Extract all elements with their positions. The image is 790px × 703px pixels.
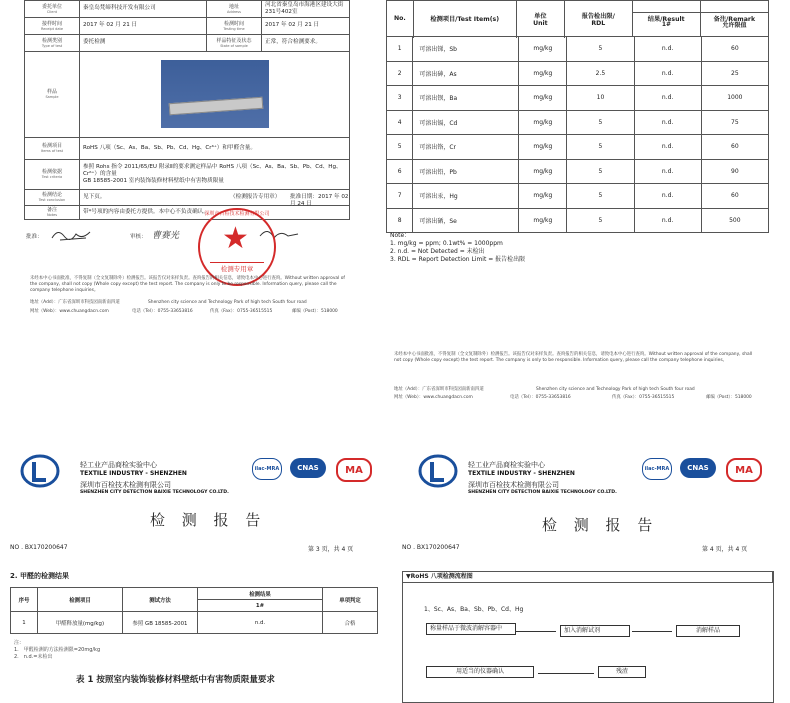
note-3-1: 1. 甲醛检测的方法检测限=20mg/kg — [14, 646, 101, 653]
flowchart-frame — [402, 571, 774, 703]
sample-label: 样品 — [46, 89, 57, 96]
cell-unit: mg/kg — [519, 159, 567, 184]
review-label: 审核： — [130, 234, 147, 240]
remark-label-en: Notes — [46, 213, 58, 218]
cell-result: n.d. — [634, 61, 701, 86]
cell-rdl: 5 — [567, 159, 634, 184]
cell-rdl: 5 — [567, 184, 634, 209]
note-3-2: 2. n.d.=未检出 — [14, 653, 53, 660]
report-page-2 — [390, 0, 790, 405]
cell-result: n.d. — [634, 135, 701, 160]
approver-signature — [50, 226, 98, 244]
col-remark: 备注/Remark — [700, 1, 768, 37]
fax-footer-2: 传真（Fax）：0755-36515515 — [612, 395, 675, 400]
cell-result: n.d. — [634, 184, 701, 209]
approve-label: 批准： — [26, 234, 43, 240]
testing-time-value: 2017 年 02 月 21 日 — [262, 17, 350, 34]
report-page-3 — [0, 440, 392, 687]
cell-limit: 75 — [701, 110, 768, 135]
page-indicator: 第 3 页，共 4 页 — [308, 546, 354, 553]
row-result: n.d. — [198, 612, 323, 634]
col-result-sub: 1# — [632, 13, 700, 37]
address-label-en: Address — [227, 9, 241, 14]
items-value: RoHS 八项（Sc、As、Ba、Sb、Pb、Cd、Hg、Cr⁶⁺）和甲醛含量。 — [80, 137, 350, 159]
fax-footer: 传真（Fax）：0755-36515515 — [210, 309, 273, 314]
section-title: 2. 甲醛的检测结果 — [10, 572, 69, 580]
col-no: No. — [387, 1, 414, 37]
sample-photo — [161, 60, 269, 128]
seal-caption: 检测专用章 — [210, 262, 264, 273]
table-row — [387, 159, 769, 184]
row-verdict: 合格 — [323, 612, 378, 634]
page-indicator-2: 第 4 页，共 4 页 — [702, 546, 748, 553]
table-row — [387, 184, 769, 209]
cell-no: 8 — [387, 208, 413, 233]
cell-no: 4 — [387, 110, 413, 135]
table-caption: 表 1 按照室内装饰装修材料壁纸中有害物质限量要求 — [76, 675, 275, 685]
table-row — [11, 612, 378, 634]
client-label: 委托单位 — [41, 3, 62, 10]
cell-rdl: 10 — [567, 86, 634, 111]
table-row — [387, 86, 769, 111]
cell-item: 可溶出砷，As — [413, 61, 519, 86]
note-1: 1. mg/kg = ppm; 0.1wt% = 1000ppm — [390, 240, 503, 248]
ilac-mra-badge-2: ilac-MRA — [642, 458, 672, 480]
cell-unit: mg/kg — [519, 61, 567, 86]
cell-limit: 60 — [701, 135, 768, 160]
cell-limit: 90 — [701, 159, 768, 184]
sample-info-table — [24, 0, 350, 220]
cnas-badge-2: CNAS — [680, 458, 716, 478]
seal-ring-text: 深圳市百检技术检测有限公司 — [204, 211, 270, 217]
row-item: 甲醛释放量(mg/kg) — [38, 612, 123, 634]
testing-time-label-en: Testing time — [223, 26, 245, 31]
col-result: 结果/Result — [632, 1, 700, 37]
cell-no: 1 — [387, 37, 413, 62]
col-test-result-sub: 1# — [198, 600, 323, 612]
row-no: 1 — [11, 612, 38, 634]
cell-limit: 25 — [701, 61, 768, 86]
flow-step-confirm: 用适当的仪器确认 — [426, 666, 534, 678]
company-name-cn-2: 深圳市百检技术检测有限公司 — [468, 481, 559, 489]
company-name-en: SHENZHEN CITY DETECTION BAIXIE TECHNOLOGY CO.LTD. — [80, 490, 229, 495]
conclusion-label: 检测结论 — [41, 192, 62, 199]
table-row — [387, 135, 769, 160]
flow-step-weigh: 称量样品于微波消解容器中 — [426, 623, 516, 635]
testing-time-label: 检测时间 — [223, 20, 244, 27]
ilac-mra-badge: ilac-MRA — [252, 458, 282, 480]
cell-rdl: 5 — [567, 135, 634, 160]
flow-arrow-3 — [538, 673, 594, 674]
receipt-date-value: 2017 年 02 月 21 日 — [80, 17, 207, 34]
col-remark-sub: 允许限值 — [700, 13, 768, 37]
cell-result: n.d. — [634, 37, 701, 62]
col-item: 检测项目/Test Item(s) — [413, 1, 516, 37]
col-method: 测试方法 — [123, 588, 198, 612]
cell-item: 可溶出铬，Cr — [413, 135, 519, 160]
note-title-3: 注： — [14, 640, 25, 646]
remark-value: 带*号项的内容由委托方提供。本中心不负责确认。 — [80, 205, 350, 219]
rohs-results-body — [386, 36, 769, 233]
post-footer-2: 邮编（Post）：518000 — [706, 395, 752, 400]
sample-state-label: 样品特征及状态 — [216, 37, 252, 44]
official-seal — [198, 208, 276, 286]
receipt-date-label: 接样时间 — [41, 20, 62, 27]
cell-rdl: 5 — [567, 208, 634, 233]
ma-badge-2: MA — [726, 458, 762, 482]
col-seq: 序号 — [11, 588, 38, 612]
approval-date: 批准日期：2017 年 02 月 24 日 — [290, 193, 349, 207]
cell-result: n.d. — [634, 110, 701, 135]
company-logo-icon-2 — [418, 454, 458, 488]
col-rdl: 报告检出限/ — [581, 12, 615, 20]
test-type-value: 委托检测 — [80, 34, 207, 51]
table-row — [387, 61, 769, 86]
basis-value-2: GB 18585-2001 室内装饰装修材料壁纸中有害物质限量 — [83, 177, 224, 184]
cell-no: 5 — [387, 135, 413, 160]
table-row — [387, 37, 769, 62]
tel-footer: 电话（Tel）：0755-33653816 — [132, 309, 193, 314]
flow-step-residue: 残渣 — [598, 666, 646, 678]
formaldehyde-table — [10, 587, 378, 634]
items-label-en: Items of test — [40, 149, 64, 154]
flow-arrow-1 — [516, 631, 556, 632]
lab-name-cn: 轻工业产品商检实验中心 — [80, 461, 157, 469]
sample-label-en: Sample — [45, 95, 59, 100]
receipt-date-label-en: Receipt date — [40, 26, 64, 31]
cell-item: 可溶出锑，Sb — [413, 37, 519, 62]
cell-result: n.d. — [634, 208, 701, 233]
address-footer: 地址（Add）：广东省深圳市科技园南新南四道 — [30, 300, 120, 305]
report-number: NO . BX170200647 — [10, 544, 68, 551]
company-logo-icon — [20, 454, 60, 488]
cell-unit: mg/kg — [519, 184, 567, 209]
cell-result: n.d. — [634, 86, 701, 111]
remark-label: 备注 — [46, 206, 57, 213]
table-row — [387, 110, 769, 135]
cell-rdl: 5 — [567, 110, 634, 135]
cell-rdl: 5 — [567, 37, 634, 62]
cnas-badge: CNAS — [290, 458, 326, 478]
disclaimer-text-2: 未经本中心书面批准，不得复制（全文复制除外）检测报告。该报告仅对来样负责。查询报告的相关信息，请致电本中心进行查询。Without written approval of the company, shall not copy (Whole copy except) the test report. The company is only to be responsible. Information query, please call the company telephone inquiries。 — [394, 352, 753, 363]
cell-item: 可溶出汞，Hg — [413, 184, 519, 209]
lab-name-cn-2: 轻工业产品商检实验中心 — [468, 461, 545, 469]
report-title-2: 检 测 报 告 — [542, 516, 659, 534]
cell-limit: 500 — [701, 208, 768, 233]
flowchart-subtitle: 1、Sc、As、Ba、Sb、Pb、Cd、Hg — [424, 606, 524, 613]
cell-unit: mg/kg — [519, 208, 567, 233]
conclusion-value: 见下页。 — [83, 193, 106, 200]
row-method: 参照 GB 18585-2001 — [123, 612, 198, 634]
address-value: 河北省秦皇岛市海港区建设大街231号402室 — [262, 1, 350, 18]
lab-name-en: TEXTILE INDUSTRY - SHENZHEN — [80, 470, 187, 477]
address-footer-en-2: Shenzhen city science and Technology Park of high tech South four road — [536, 387, 695, 392]
report-number-2: NO . BX170200647 — [402, 544, 460, 551]
col-rdl-en: RDL — [591, 19, 606, 27]
col-unit: 单位 — [534, 12, 547, 20]
rohs-subheader — [386, 12, 769, 37]
conclusion-label-en: Test conclusion — [38, 198, 66, 203]
website-footer-2: 网址（Web）：www.chuangdacn.com — [394, 395, 473, 400]
reviewer-signature: 曹赛光 — [152, 231, 180, 241]
test-type-label: 检测类别 — [41, 37, 62, 44]
cell-item: 可溶出硒，Se — [413, 208, 519, 233]
sample-state-label-en: State of sample — [220, 43, 248, 48]
basis-label: 检测依据 — [41, 169, 62, 176]
cell-unit: mg/kg — [519, 135, 567, 160]
disclaimer-text: 未经本中心书面批准，不得复制（全文复制除外）检测报告。该报告仅对来样负责。查询报告的相关信息，请致电本中心进行查询。Without written approval of the company, shall not copy (Whole copy except) the test report. The company is only to be responsible. Information query, please call the company telephone inquiries。 — [30, 276, 345, 293]
cell-unit: mg/kg — [519, 110, 567, 135]
cell-limit: 60 — [701, 37, 768, 62]
note-3: 3. RDL = Report Detection Limit = 报告检出限 — [390, 256, 526, 264]
cell-no: 3 — [387, 86, 413, 111]
company-name-en-2: SHENZHEN CITY DETECTION BAIXIE TECHNOLOGY CO.LTD. — [468, 490, 617, 495]
address-footer-2: 地址（Add）：广东省深圳市科技园南新南四道 — [394, 387, 484, 392]
client-value: 秦皇岛梵缔科技开发有限公司 — [80, 1, 207, 18]
sample-strip — [168, 97, 263, 116]
lab-name-en-2: TEXTILE INDUSTRY - SHENZHEN — [468, 470, 575, 477]
col-test-item: 检测项目 — [38, 588, 123, 612]
flowchart-title: ▼RoHS 八项检测流程图 — [402, 571, 773, 583]
note-title: Note： — [390, 232, 411, 239]
cell-unit: mg/kg — [519, 37, 567, 62]
cell-item: 可溶出钡，Ba — [413, 86, 519, 111]
report-title: 检 测 报 告 — [150, 511, 267, 529]
company-name-cn: 深圳市百检技术检测有限公司 — [80, 481, 171, 489]
address-footer-en: Shenzhen city science and Technology Park of high tech South four road — [148, 300, 307, 305]
tel-footer-2: 电话（Tel）：0755-33653816 — [510, 395, 571, 400]
note-2: 2. n.d. = Not Detected = 未检出 — [390, 248, 485, 256]
cell-limit: 60 — [701, 184, 768, 209]
table-row — [387, 208, 769, 233]
flow-arrow-2 — [632, 631, 672, 632]
col-unit-en: Unit — [533, 19, 548, 27]
website-footer: 网址（Web）：www.chuangdacn.com — [30, 309, 109, 314]
report-page-1 — [0, 0, 392, 340]
cell-no: 6 — [387, 159, 413, 184]
flow-step-add-reagent: 加入消解试剂 — [560, 625, 630, 637]
client-label-en: Client — [46, 9, 58, 14]
cell-result: n.d. — [634, 159, 701, 184]
ma-badge: MA — [336, 458, 372, 482]
test-type-label-en: Type of test — [41, 43, 63, 48]
basis-value-1: 参照 Rohs 指令 2011/65/EU 附录Ⅱ的要求测定样品中 RoHS 八项（Sc、As、Ba、Sb、Pb、Cd、Hg、Cr⁶⁺）的含量 — [83, 163, 342, 177]
cell-no: 7 — [387, 184, 413, 209]
cell-rdl: 2.5 — [567, 61, 634, 86]
basis-label-en: Test criteria — [41, 175, 63, 180]
cell-item: 可溶出铅，Pb — [413, 159, 519, 184]
sample-state-value: 正常，符合检测要求。 — [262, 34, 350, 51]
address-label: 地址 — [228, 3, 239, 10]
col-test-result: 检测结果 — [198, 588, 323, 600]
seal-star-icon: ★ — [222, 221, 249, 256]
post-footer: 邮编（Post）：518000 — [292, 309, 338, 314]
cell-unit: mg/kg — [519, 86, 567, 111]
conclusion-seal-note: （检测报告专用章） — [230, 193, 281, 200]
cell-item: 可溶出镉，Cd — [413, 110, 519, 135]
flow-step-digest: 消解样品 — [676, 625, 740, 637]
report-page-4 — [398, 440, 790, 687]
items-label: 检测项目 — [41, 143, 62, 150]
col-verdict: 单项判定 — [323, 588, 378, 612]
cell-no: 2 — [387, 61, 413, 86]
cell-limit: 1000 — [701, 86, 768, 111]
